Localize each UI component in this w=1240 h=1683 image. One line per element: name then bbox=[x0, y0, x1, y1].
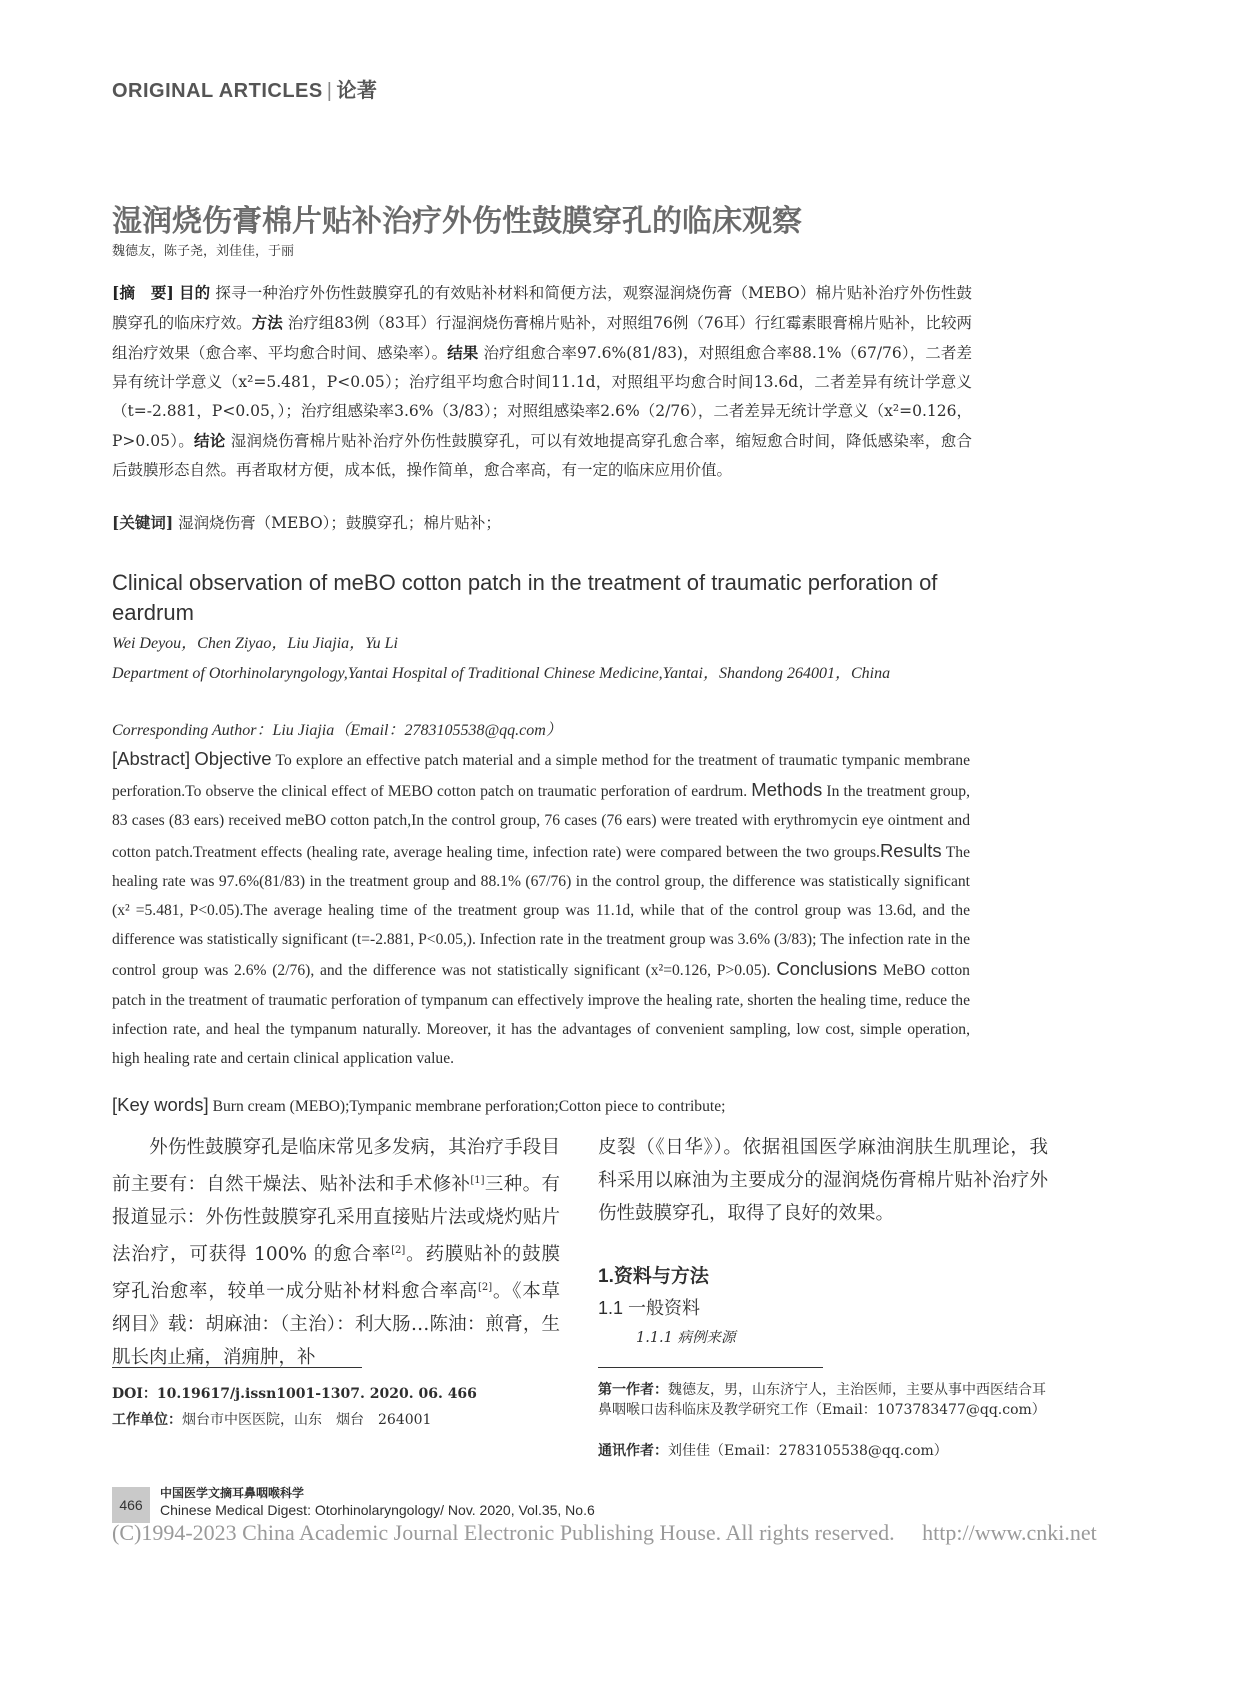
en-abstract-label: [Abstract] bbox=[112, 748, 191, 769]
copyright-notice: (C)1994-2023 China Academic Journal Electronic Publishing House. All rights reserved. http://www.cnki.net bbox=[112, 1520, 1097, 1545]
cn-title: 湿润烧伤膏棉片贴补治疗外伤性鼓膜穿孔的临床观察 bbox=[112, 204, 802, 239]
en-conclusions-label: Conclusions bbox=[776, 958, 878, 980]
en-keywords-label: [Key words] bbox=[112, 1094, 209, 1115]
reference-marker[interactable]: [1] bbox=[470, 1175, 485, 1186]
work-unit-label: 工作单位： bbox=[112, 1412, 182, 1428]
cn-results-label: 结果 bbox=[447, 343, 479, 362]
section-header-en: ORIGINAL ARTICLES bbox=[112, 80, 323, 102]
work-unit bbox=[112, 1409, 431, 1429]
first-author-text: 魏德友，男，山东济宁人，主治医师，主要从事中西医结合耳鼻咽喉口齿科临床及教学研究工作（Email：1073783477@qq.com） bbox=[598, 1382, 1046, 1418]
cn-authors: 魏德友，陈子尧，刘佳佳，于丽 bbox=[112, 244, 295, 259]
cn-keywords-label: [关键词] bbox=[112, 513, 174, 532]
cn-conclusion-label: 结论 bbox=[194, 431, 226, 450]
en-authors: Wei Deyou，Chen Ziyao，Liu Jiajia，Yu Li bbox=[112, 635, 398, 652]
journal-name-en: Chinese Medical Digest: Otorhinolaryngology/ Nov. 2020, Vol.35, No.6 bbox=[160, 1502, 595, 1518]
doi[interactable]: DOI：10.19617/j.issn1001-1307. 2020. 06. 466 bbox=[112, 1386, 477, 1402]
cn-methods-label: 方法 bbox=[251, 313, 283, 332]
first-author-label: 第一作者： bbox=[598, 1382, 668, 1398]
en-title: Clinical observation of meBO cotton patch in the treatment of traumatic perforation of eardrum bbox=[112, 570, 938, 625]
body-text: 。《本草纲目》载：胡麻油：（主治）：利大肠…陈油：煎膏，生肌长肉止痛，消痈肿，补 bbox=[112, 1281, 560, 1369]
cn-objective-label: 目的 bbox=[178, 283, 211, 302]
corresponding-author-label: 通讯作者： bbox=[598, 1443, 668, 1459]
cn-conclusion: 湿润烧伤膏棉片贴补治疗外伤性鼓膜穿孔，可以有效地提高穿孔愈合率，缩短愈合时间，降低感染率，愈合后鼓膜形态自然。再者取材方便，成本低，操作简单，愈合率高，有一定的临床应用价值。 bbox=[112, 432, 972, 479]
reference-marker[interactable]: [2] bbox=[391, 1245, 406, 1257]
en-abstract bbox=[112, 744, 970, 1073]
footnote-divider bbox=[112, 1367, 362, 1368]
section-heading: 1.资料与方法 bbox=[598, 1266, 709, 1287]
section-header-cn: 论著 bbox=[336, 80, 378, 102]
cn-methods: 治疗组83例（83耳）行湿润烧伤膏棉片贴补，对照组76例（76耳）行红霉素眼膏棉片贴补，比较两组治疗效果（愈合率、平均愈合时间、感染率）。 bbox=[112, 314, 972, 362]
en-keywords-text: Burn cream (MEBO);Tympanic membrane perforation;Cotton piece to contribute; bbox=[212, 1098, 726, 1115]
work-unit-text: 烟台市中医医院，山东 烟台 264001 bbox=[182, 1412, 432, 1428]
page-number: 466 bbox=[112, 1487, 150, 1523]
en-methods-label: Methods bbox=[751, 779, 823, 801]
body-right-column: 皮裂（《日华》）。依据祖国医学麻油润肤生肌理论，我科采用以麻油为主要成分的湿润烧伤膏棉片贴补治疗外伤性鼓膜穿孔，取得了良好的效果。 bbox=[598, 1137, 1048, 1224]
body-text: 。药膜贴补的鼓膜穿孔治愈率，较单一成分贴补材料愈合率高 bbox=[112, 1244, 560, 1303]
subsection-heading: 1.1 一般资料 bbox=[598, 1298, 701, 1318]
cn-results: 治疗组愈合率97.6%(81/83)，对照组愈合率88.1%（67/76），二者差异有统计学意义（x²=5.481，P<0.05）；治疗组平均愈合时间11.1d，对照组平均愈合时间13.6d，二者差异有统计学意义（t=-2.881，P<0.05，）；治疗组感染率3.6%（3/83）；对照组感染率2.6%（2/76），二者差异无统计学意义（x²=0.126，P>0.05）。 bbox=[112, 344, 972, 450]
section-header bbox=[112, 74, 377, 103]
en-keywords bbox=[112, 1094, 725, 1116]
en-conclusions: MeBO cotton patch in the treatment of traumatic perforation of tympanum can effectively improve the healing rate, shorten the healing time, reduce the infection rate, and heal the tympanum naturally. Moreover, it has the advantages of convenient sampling, low cost, simple operation, high healing rate and certain clinical application value. bbox=[112, 962, 970, 1068]
corresponding-author-note bbox=[598, 1440, 948, 1460]
cn-abstract-label: [摘 要] bbox=[112, 283, 174, 302]
cn-abstract bbox=[112, 278, 972, 485]
en-department: Department of Otorhinolaryngology,Yantai Hospital of Traditional Chinese Medicine,Yantai，Shandong 264001，China bbox=[112, 665, 891, 682]
cn-objective: 探寻一种治疗外伤性鼓膜穿孔的有效贴补材料和简便方法，观察湿润烧伤膏（MEBO）棉片贴补治疗外伤性鼓膜穿孔的临床疗效。 bbox=[112, 284, 973, 332]
journal-name-cn: 中国医学文摘耳鼻咽喉科学 bbox=[160, 1486, 305, 1500]
en-results-label: Results bbox=[879, 839, 942, 861]
reference-marker[interactable]: [2] bbox=[478, 1282, 493, 1294]
en-objective: To explore an effective patch material and a simple method for the treatment of traumatic tympanic membrane perforation.To observe the clinical effect of MEBO cotton patch on traumatic perforation of eardrum. bbox=[112, 752, 970, 801]
en-methods: In the treatment group, 83 cases (83 ears) received meBO cotton patch,In the control group, 76 cases (76 ears) were treated with erythromycin eye ointment and cotton patch.Treatment effects (healing rate, average healing time, infection rate) were compared between the two groups. bbox=[112, 783, 970, 861]
body-left-column bbox=[112, 1131, 560, 1374]
header-separator: | bbox=[326, 80, 333, 102]
cn-keywords-text: 湿润烧伤膏（MEBO）；鼓膜穿孔；棉片贴补； bbox=[178, 514, 501, 532]
en-objective-label: Objective bbox=[194, 748, 272, 769]
body-text: 外伤性鼓膜穿孔是临床常见多发病，其治疗手段目前主要有：自然干燥法、贴补法和手术修补 bbox=[112, 1137, 560, 1196]
body-text: 三种。有报道显示：外伤性鼓膜穿孔采用直接贴片法或烧灼贴片法治疗，可获得 100% 的愈合率 bbox=[112, 1174, 560, 1266]
cn-keywords bbox=[112, 511, 501, 533]
corresponding-author-text: 刘佳佳（Email：2783105538@qq.com） bbox=[668, 1443, 948, 1459]
subsubsection-heading: 1.1.1 病例来源 bbox=[636, 1330, 736, 1346]
en-results: The healing rate was 97.6%(81/83) in the treatment group and 88.1% (67/76) in the control group, the difference was statistically significant (x² =5.481, P<0.05).The average healing time of the treatment group was 11.1d, while that of the control group was 13.6d, and the difference was statistically significant (t=-2.881, P<0.05,). Infection rate in the treatment group was 3.6% (3/83); The infection rate in the control group was 2.6% (2/76), and the difference was not statistically significant (x²=0.126, P>0.05). bbox=[112, 843, 970, 980]
en-corresponding-author: Corresponding Author：Liu Jiajia（Email：2783105538@qq.com） bbox=[112, 722, 562, 739]
first-author-note bbox=[598, 1380, 1046, 1420]
footnote-divider bbox=[598, 1367, 823, 1368]
